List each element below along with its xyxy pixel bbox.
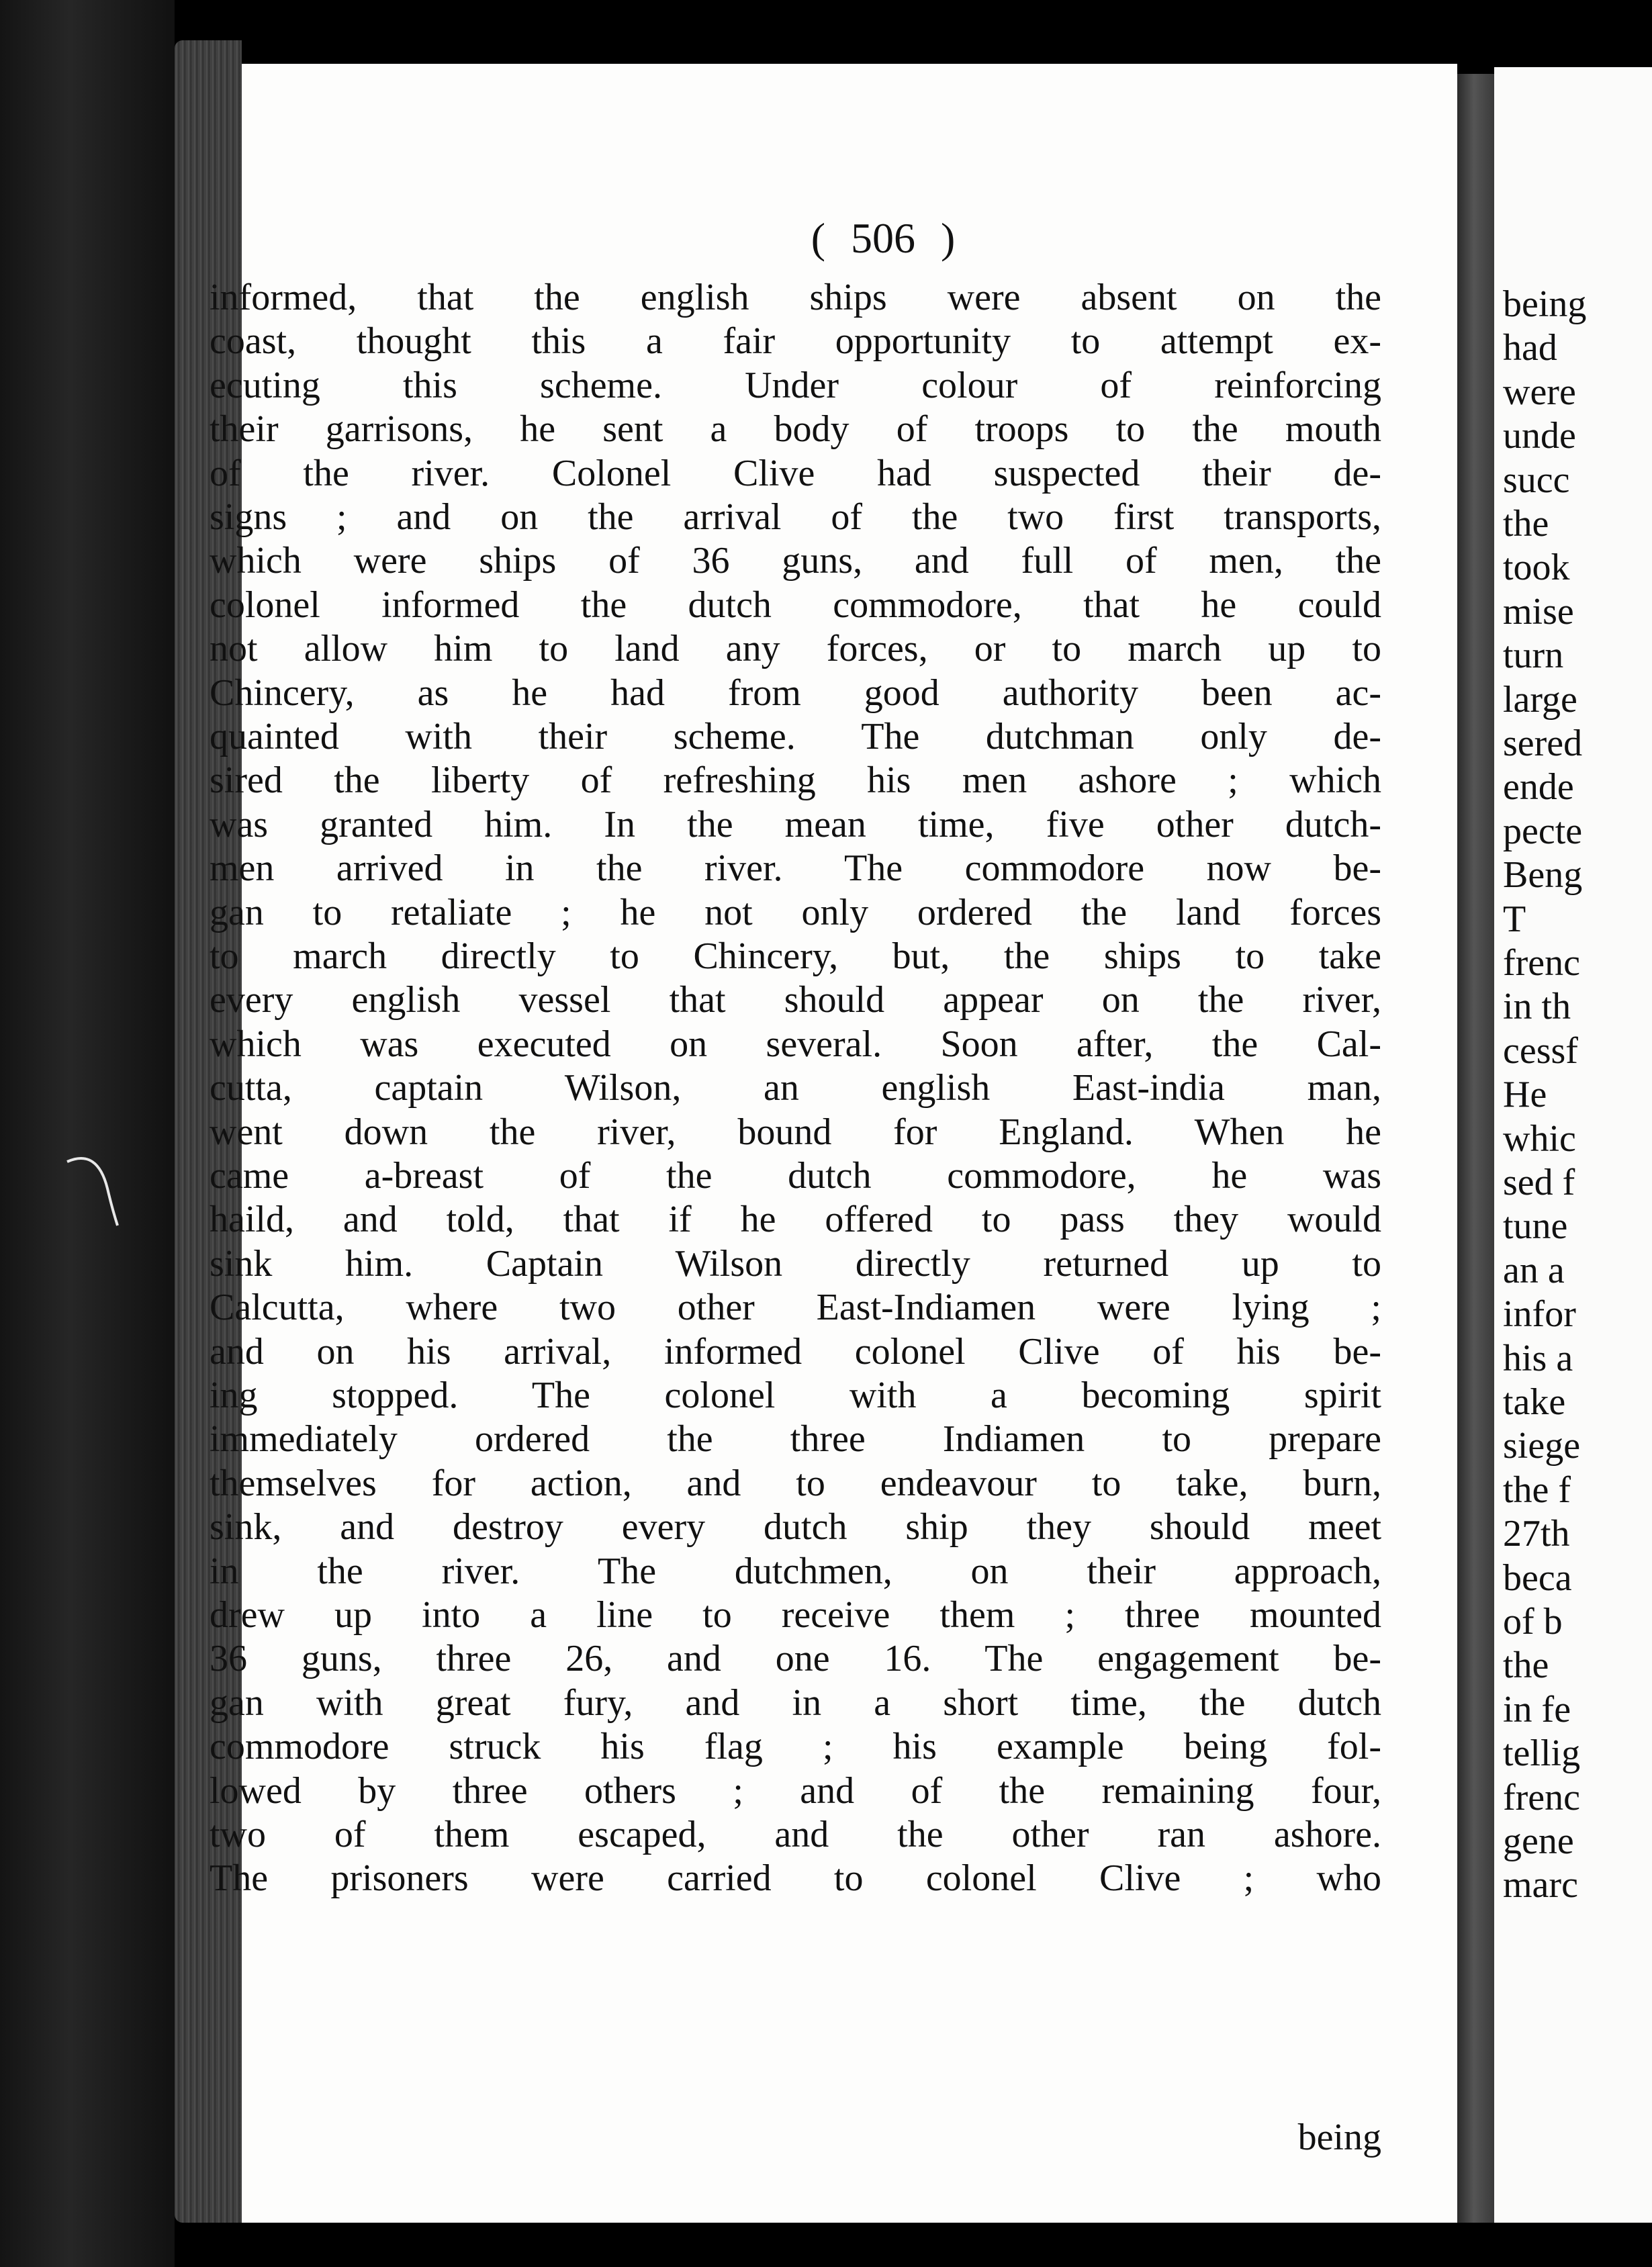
text-line: which was executed on several. Soon after, the Cal- xyxy=(210,1023,1381,1065)
text-line: Chincery, as he had from good authority been ac- xyxy=(210,672,1381,714)
facing-text-line: whic xyxy=(1503,1117,1576,1160)
facing-text-line: had xyxy=(1503,327,1557,369)
facing-text-line: pecte xyxy=(1503,810,1583,852)
text-line: not allow him to land any forces, or to march up to xyxy=(210,628,1381,670)
text-line: sired the liberty of refreshing his men ashore ; which xyxy=(210,759,1381,802)
text-line: was granted him. In the mean time, five other dutch- xyxy=(210,803,1381,845)
facing-text-line: He xyxy=(1503,1074,1547,1116)
text-line: two of them escaped, and the other ran ashore. xyxy=(210,1814,1381,1855)
catchword: being xyxy=(1297,2117,1381,2158)
facing-text-line: turn xyxy=(1503,635,1564,677)
facing-text-line: sed f xyxy=(1503,1162,1575,1203)
text-line: to march directly to Chincery, but, the ships to take xyxy=(210,935,1381,977)
facing-text-line: mise xyxy=(1503,590,1574,633)
text-line: haild, and told, that if he offered to pass they would xyxy=(210,1199,1381,1241)
page-number: ( 506 ) xyxy=(811,214,956,262)
facing-text-line: T xyxy=(1503,898,1526,940)
text-line: themselves for action, and to endeavour to take, burn, xyxy=(210,1462,1381,1504)
facing-text-line: ende xyxy=(1503,766,1574,808)
text-line: every english vessel that should appear on the river, xyxy=(210,979,1381,1021)
facing-text-line: sered xyxy=(1503,723,1583,764)
text-line: gan to retaliate ; he not only ordered the land forces xyxy=(210,891,1381,933)
text-line: Calcutta, where two other East-Indiamen were lying ; xyxy=(210,1287,1381,1329)
facing-text-line: marc xyxy=(1503,1864,1578,1906)
facing-text-line: tellig xyxy=(1503,1732,1581,1775)
text-line: ing stopped. The colonel with a becoming spirit xyxy=(210,1375,1381,1416)
facing-text-line: succ xyxy=(1503,459,1570,501)
text-line: went down the river, bound for England. When he xyxy=(210,1111,1381,1153)
facing-text-line: take xyxy=(1503,1381,1566,1423)
facing-text-line: in th xyxy=(1503,986,1571,1028)
facing-text-line: his a xyxy=(1503,1337,1573,1379)
facing-text-line: the f xyxy=(1503,1469,1571,1511)
facing-text-line: the xyxy=(1503,503,1549,545)
facing-text-line: tune xyxy=(1503,1205,1568,1248)
text-line: immediately ordered the three Indiamen to prepare xyxy=(210,1418,1381,1461)
text-line: and on his arrival, informed colonel Clive of his be- xyxy=(210,1330,1381,1373)
facing-text-line: frenc xyxy=(1503,942,1581,984)
text-line: colonel informed the dutch commodore, that he could xyxy=(210,584,1381,626)
facing-text-line: an a xyxy=(1503,1249,1565,1291)
text-line: came a-breast of the dutch commodore, he was xyxy=(210,1155,1381,1197)
text-line: lowed by three others ; and of the remaining four, xyxy=(210,1769,1381,1812)
text-line: informed, that the english ships were absent on the xyxy=(210,277,1381,318)
stray-thread-mark xyxy=(64,1148,124,1229)
facing-text-line: gene xyxy=(1503,1820,1574,1862)
facing-text-line: 27th xyxy=(1503,1513,1570,1555)
text-line: men arrived in the river. The commodore now be- xyxy=(210,847,1381,890)
facing-text-line: the xyxy=(1503,1645,1549,1687)
text-line: drew up into a line to receive them ; three mounted xyxy=(210,1594,1381,1636)
text-line: ecuting this scheme. Under colour of reinforcing xyxy=(210,364,1381,406)
facing-text-line: unde xyxy=(1503,415,1576,457)
facing-text-line: were xyxy=(1503,371,1576,413)
text-line: in the river. The dutchmen, on their approach, xyxy=(210,1550,1381,1592)
facing-text-line: cessf xyxy=(1503,1029,1578,1072)
facing-text-line: took xyxy=(1503,547,1570,589)
facing-text-line: frenc xyxy=(1503,1776,1581,1818)
text-line: coast, thought this a fair opportunity to attempt ex- xyxy=(210,320,1381,363)
text-line: cutta, captain Wilson, an english East-india man, xyxy=(210,1067,1381,1109)
text-line: commodore struck his flag ; his example being fol- xyxy=(210,1726,1381,1768)
text-line: sink him. Captain Wilson directly returned up to xyxy=(210,1242,1381,1285)
text-line: 36 guns, three 26, and one 16. The engagement be- xyxy=(210,1638,1381,1680)
scan-backdrop xyxy=(0,0,175,2267)
facing-text-line: infor xyxy=(1503,1293,1576,1336)
text-line: quainted with their scheme. The dutchman only de- xyxy=(210,716,1381,757)
text-line: sink, and destroy every dutch ship they should meet xyxy=(210,1506,1381,1548)
text-line: their garrisons, he sent a body of troops to the mouth xyxy=(210,408,1381,451)
facing-text-line: of b xyxy=(1503,1601,1563,1643)
text-line: The prisoners were carried to colonel Clive ; who xyxy=(210,1857,1381,1900)
facing-text-line: Beng xyxy=(1503,854,1583,896)
facing-text-line: beca xyxy=(1503,1557,1572,1599)
facing-text-line: being xyxy=(1503,283,1587,325)
facing-text-line: siege xyxy=(1503,1425,1581,1467)
facing-text-line: large xyxy=(1503,678,1577,721)
facing-text-line: in fe xyxy=(1503,1688,1571,1730)
text-line: signs ; and on the arrival of the two first transports, xyxy=(210,496,1381,538)
text-line: gan with great fury, and in a short time, the dutch xyxy=(210,1681,1381,1724)
text-line: of the river. Colonel Clive had suspected their de- xyxy=(210,452,1381,494)
text-line: which were ships of 36 guns, and full of men, the xyxy=(210,540,1381,582)
book-gutter xyxy=(1457,74,1494,2223)
